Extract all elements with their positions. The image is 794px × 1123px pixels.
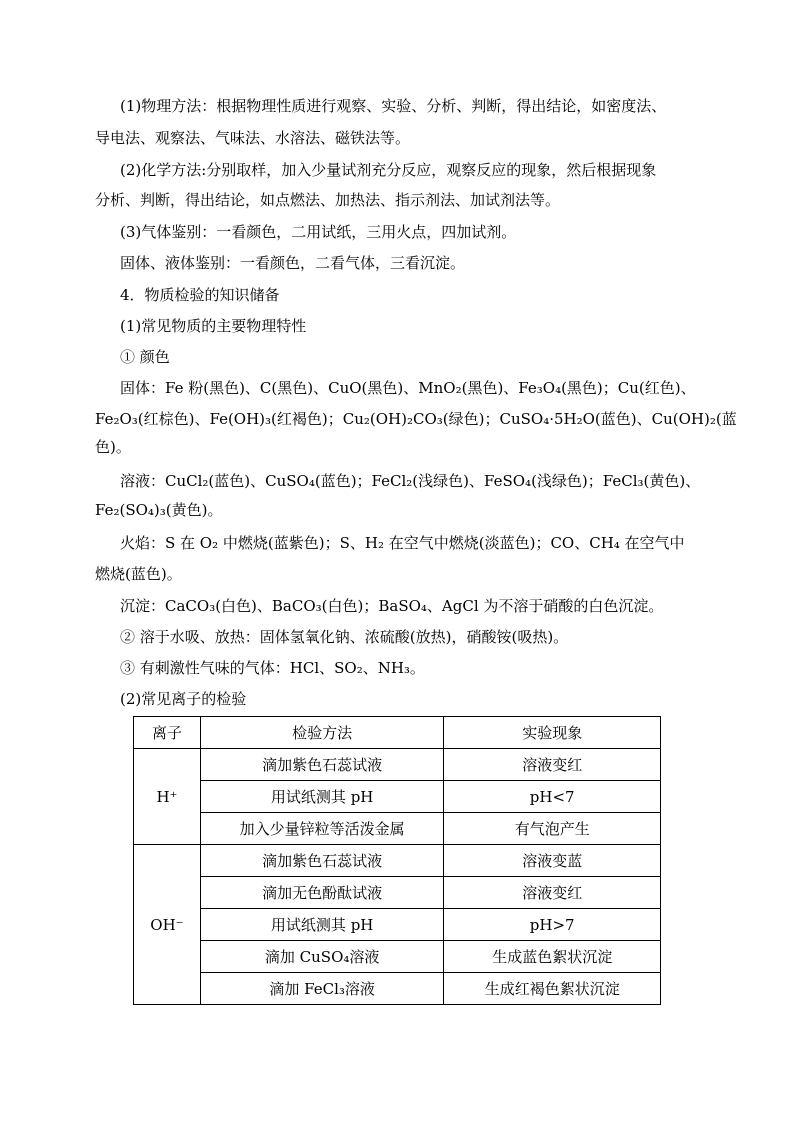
chemical-method-line-2: 分析、判断，得出结论，如点燃法、加热法、指示剂法、加试剂法等。 — [95, 191, 561, 209]
header-ion: 离子 — [134, 717, 201, 749]
table-row — [134, 909, 661, 941]
result-cell: 溶液变蓝 — [444, 845, 661, 877]
flame-colors-line-1: 火焰：S 在 O₂ 中燃烧(蓝紫色)；S、H₂ 在空气中燃烧(淡蓝色)；CO、CH₄ 在空气中 — [120, 534, 685, 552]
table-row — [134, 973, 661, 1005]
result-cell: 溶液变红 — [444, 877, 661, 909]
method-cell: 加入少量锌粒等活泼金属 — [200, 813, 444, 845]
solid-colors-line-1: 固体：Fe 粉(黑色)、C(黑色)、CuO(黑色)、MnO₂(黑色)、Fe₃O₄(黑色)；Cu(红色)、 — [120, 379, 696, 397]
header-result: 实验现象 — [444, 717, 661, 749]
table-row — [134, 941, 661, 973]
section-heading: 4．物质检验的知识储备 — [120, 286, 280, 304]
header-method: 检验方法 — [200, 717, 444, 749]
method-cell: 滴加紫色石蕊试液 — [200, 749, 444, 781]
solution-colors-line-1: 溶液：CuCl₂(蓝色)、CuSO₄(蓝色)；FeCl₂(浅绿色)、FeSO₄(浅绿色)；FeCl₃(黄色)、 — [120, 472, 701, 490]
result-cell: 生成蓝色絮状沉淀 — [444, 941, 661, 973]
solid-colors-line-2: Fe₂O₃(红棕色)、Fe(OH)₃(红褐色)；Cu₂(OH)₂CO₃(绿色)；CuSO₄·5H₂O(蓝色)、Cu(OH)₂(蓝 — [95, 410, 737, 428]
ion-hydrogen-cell: H⁺ — [134, 749, 201, 845]
method-cell: 用试纸测其 pH — [200, 909, 444, 941]
chemical-method-line-1: (2)化学方法:分别取样，加入少量试剂充分反应，观察反应的现象，然后根据现象 — [120, 161, 657, 179]
result-cell: 溶液变红 — [444, 749, 661, 781]
table-row — [134, 877, 661, 909]
method-cell: 滴加无色酚酞试液 — [200, 877, 444, 909]
table-row — [134, 845, 661, 877]
dissolution-heat-line: ② 溶于水吸、放热：固体氢氧化钠、浓硫酸(放热)，硝酸铵(吸热)。 — [120, 628, 569, 646]
method-cell: 滴加紫色石蕊试液 — [200, 845, 444, 877]
result-cell: 有气泡产生 — [444, 813, 661, 845]
ion-test-table — [133, 716, 661, 1005]
solid-liquid-identification-line: 固体、液体鉴别：一看颜色，二看气体，三看沉淀。 — [120, 254, 466, 272]
flame-colors-line-2: 燃烧(蓝色)。 — [95, 565, 182, 583]
physical-method-line-2: 导电法、观察法、气味法、水溶法、磁铁法等。 — [95, 129, 411, 147]
result-cell: 生成红褐色絮状沉淀 — [444, 973, 661, 1005]
method-cell: 滴加 CuSO₄溶液 — [200, 941, 444, 973]
method-cell: 用试纸测其 pH — [200, 781, 444, 813]
pungent-gas-line: ③ 有刺激性气味的气体：HCl、SO₂、NH₃。 — [120, 659, 425, 677]
physical-method-line-1: (1)物理方法：根据物理性质进行观察、实验、分析、判断，得出结论，如密度法、 — [120, 97, 667, 115]
gas-identification-line: (3)气体鉴别：一看颜色，二用试纸，三用火点，四加试剂。 — [120, 223, 517, 241]
precipitate-colors-line: 沉淀：CaCO₃(白色)、BaCO₃(白色)；BaSO₄、AgCl 为不溶于硝酸的白色沉淀。 — [120, 597, 664, 615]
color-heading: ① 颜色 — [120, 348, 170, 366]
method-cell: 滴加 FeCl₃溶液 — [200, 973, 444, 1005]
solid-colors-line-3: 色)。 — [95, 438, 131, 456]
solution-colors-line-2: Fe₂(SO₄)₃(黄色)。 — [95, 501, 223, 519]
table-row — [134, 781, 661, 813]
ion-hydroxide-cell: OH⁻ — [134, 845, 201, 1005]
ion-test-heading: (2)常见离子的检验 — [120, 690, 247, 708]
table-row — [134, 813, 661, 845]
physical-properties-heading: (1)常见物质的主要物理特性 — [120, 317, 307, 335]
result-cell: pH>7 — [444, 909, 661, 941]
table-header-row — [134, 717, 661, 749]
table-row — [134, 749, 661, 781]
result-cell: pH<7 — [444, 781, 661, 813]
